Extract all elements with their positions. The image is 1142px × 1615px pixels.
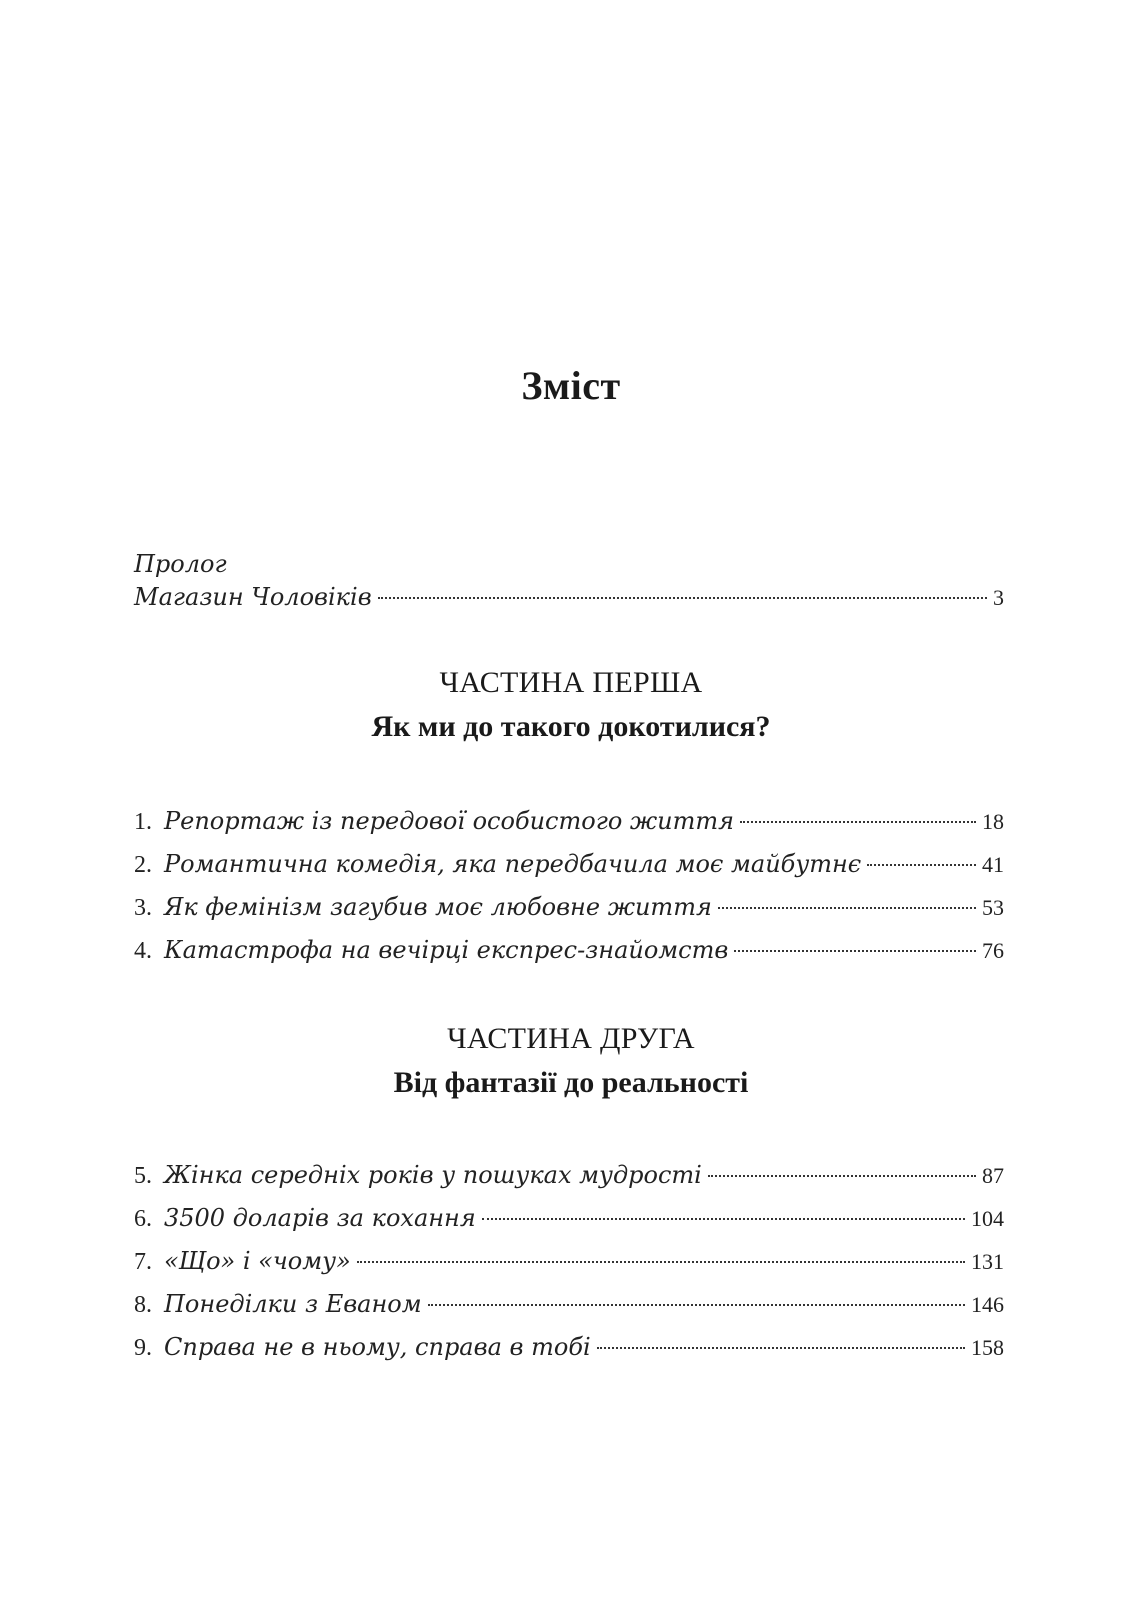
toc-entry-prologue[interactable] xyxy=(134,580,1004,614)
toc-entry-page: 104 xyxy=(971,1206,1004,1231)
toc-entry-title: Жінка середніх років у пошуках мудрості xyxy=(164,1161,702,1189)
prologue-label: Пролог xyxy=(134,550,227,578)
page-title: Зміст xyxy=(521,363,621,408)
dot-leader xyxy=(357,1261,965,1263)
toc-entry-number: 8. xyxy=(134,1292,152,1318)
toc-entry-title: Репортаж із передової особистого життя xyxy=(164,807,735,835)
dot-leader xyxy=(597,1347,965,1349)
toc-entry-title: Справа не в ньому, справа в тобі xyxy=(164,1333,591,1361)
toc-entry-page: 76 xyxy=(982,938,1004,963)
toc-entry-page: 53 xyxy=(982,895,1004,920)
toc-entry-title: «Що» і «чому» xyxy=(164,1247,351,1275)
toc-entry-number: 6. xyxy=(134,1206,152,1232)
toc-entry-number: 3. xyxy=(134,895,152,921)
toc-entry-title: 3500 доларів за кохання xyxy=(164,1204,476,1232)
part-heading: ЧАСТИНА ДРУГА xyxy=(447,1022,695,1055)
toc-entry-number: 1. xyxy=(134,809,152,835)
toc-entry-page: 41 xyxy=(982,852,1004,877)
part-subtitle: Від фантазії до реальності xyxy=(393,1066,749,1099)
toc-entry-chapter-6[interactable] xyxy=(134,1201,1004,1235)
toc-entry-page: 158 xyxy=(971,1335,1004,1360)
toc-entry-number: 5. xyxy=(134,1163,152,1189)
dot-leader xyxy=(740,821,976,823)
toc-entry-chapter-8[interactable] xyxy=(134,1287,1004,1321)
dot-leader xyxy=(718,907,976,909)
toc-entry-chapter-5[interactable] xyxy=(134,1158,1004,1192)
toc-entry-number: 9. xyxy=(134,1335,152,1361)
toc-entry-title: Катастрофа на вечірці експрес-знайомств xyxy=(164,936,729,964)
toc-entry-number: 7. xyxy=(134,1249,152,1275)
toc-entry-page: 146 xyxy=(971,1292,1004,1317)
toc-entry-chapter-2[interactable] xyxy=(134,847,1004,881)
toc-entry-title: Романтична комедія, яка передбачила моє майбутнє xyxy=(164,850,862,878)
toc-entry-title: Як фемінізм загубив моє любовне життя xyxy=(164,893,712,921)
dot-leader xyxy=(867,864,976,866)
part-subtitle: Як ми до такого докотилися? xyxy=(371,710,771,743)
dot-leader xyxy=(708,1175,976,1177)
toc-entry-chapter-3[interactable] xyxy=(134,890,1004,924)
toc-entry-chapter-9[interactable] xyxy=(134,1330,1004,1364)
dot-leader xyxy=(428,1304,965,1306)
toc-entry-page: 87 xyxy=(982,1163,1004,1188)
dot-leader xyxy=(378,597,987,599)
toc-entry-chapter-1[interactable] xyxy=(134,804,1004,838)
toc-entry-number: 2. xyxy=(134,852,152,878)
toc-entry-title: Магазин Чоловіків xyxy=(134,583,372,611)
toc-entry-page: 18 xyxy=(982,809,1004,834)
toc-entry-chapter-4[interactable] xyxy=(134,933,1004,967)
toc-entry-page: 131 xyxy=(971,1249,1004,1274)
dot-leader xyxy=(734,950,976,952)
part-heading: ЧАСТИНА ПЕРША xyxy=(439,666,703,699)
toc-entry-page: 3 xyxy=(993,585,1004,610)
toc-entry-title: Понеділки з Еваном xyxy=(164,1290,422,1318)
toc-entry-chapter-7[interactable] xyxy=(134,1244,1004,1278)
dot-leader xyxy=(482,1218,965,1220)
toc-entry-number: 4. xyxy=(134,938,152,964)
